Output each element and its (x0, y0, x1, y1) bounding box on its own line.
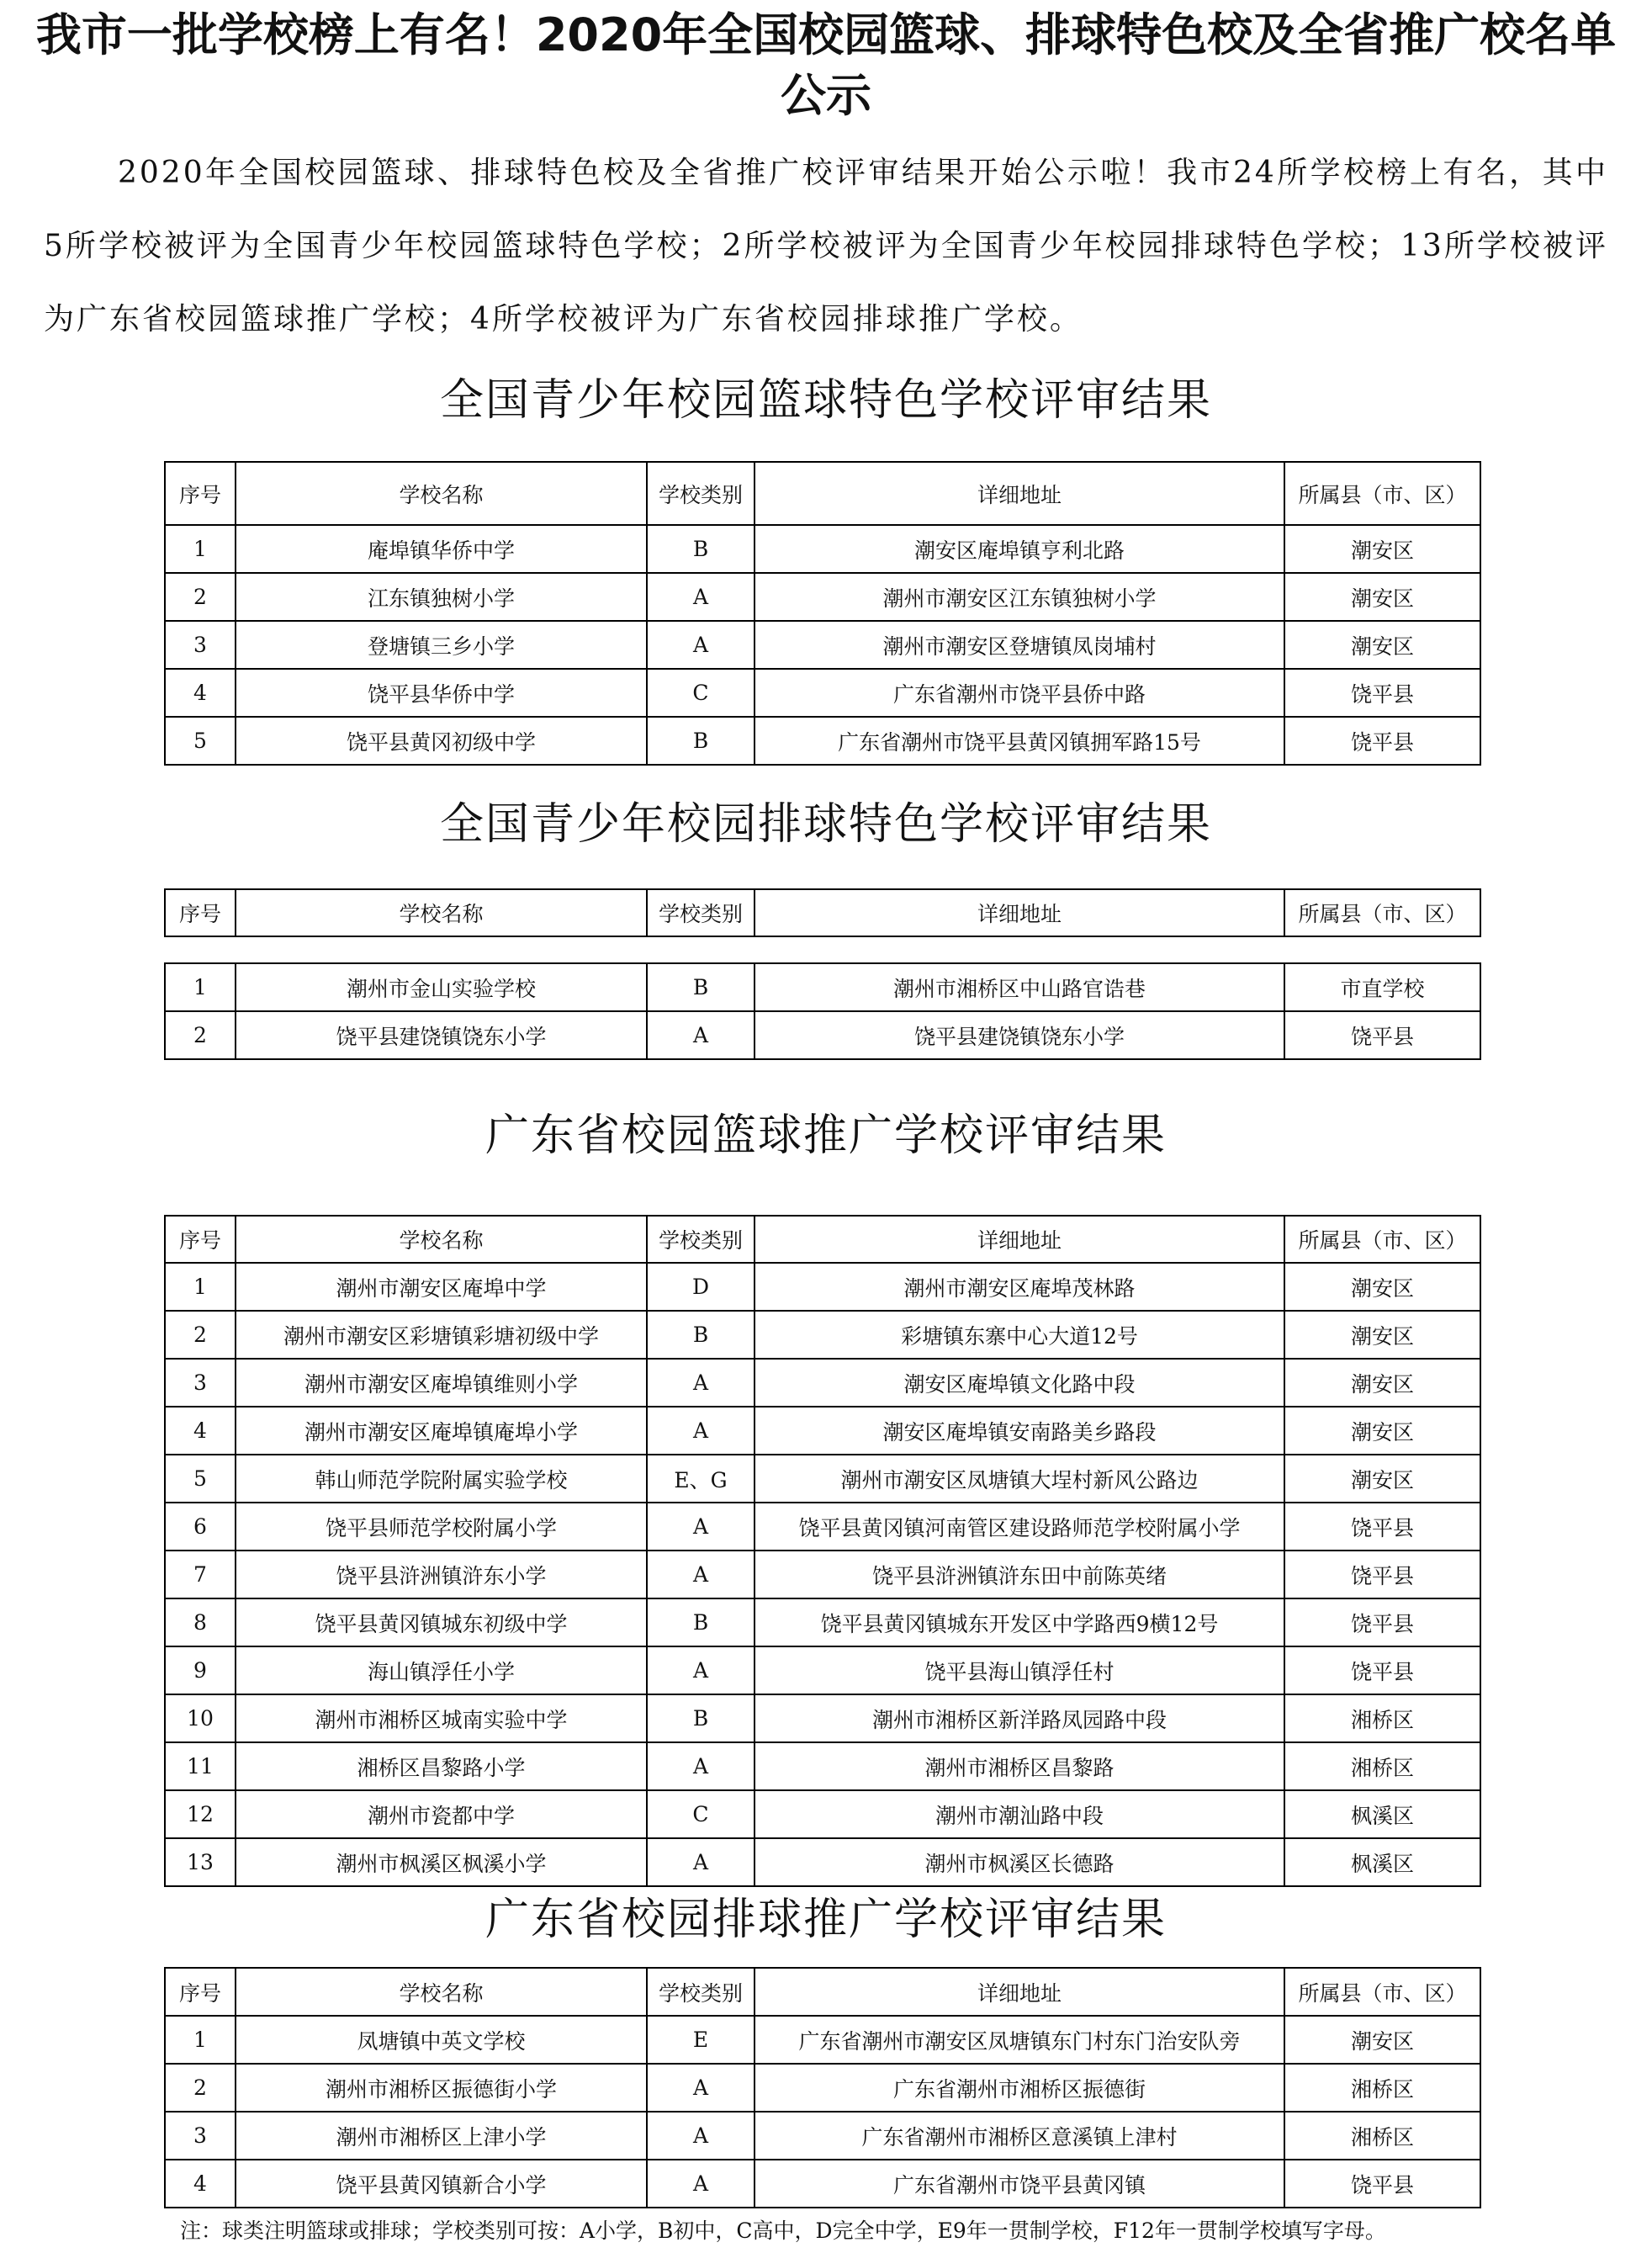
table-row (165, 963, 1480, 1011)
table-cell: 饶平县 (1284, 717, 1480, 765)
column-header: 详细地址 (755, 1216, 1284, 1263)
table-cell: 广东省潮州市湘桥区意溪镇上津村 (755, 2112, 1284, 2160)
table-header-row (165, 462, 1480, 525)
table-row (165, 1455, 1480, 1503)
table-cell: 潮州市湘桥区昌黎路 (755, 1742, 1284, 1790)
table-cell: 海山镇浮任小学 (236, 1646, 647, 1694)
table-cell: 饶平县浒洲镇浒东田中前陈英绪 (755, 1551, 1284, 1598)
column-header: 所属县（市、区） (1284, 1216, 1480, 1263)
table-cell: A (647, 1011, 755, 1059)
table-cell: 江东镇独树小学 (236, 573, 647, 621)
column-header: 学校类别 (647, 462, 755, 525)
table-cell: 广东省潮州市湘桥区振德街 (755, 2064, 1284, 2112)
table-cell: 饶平县 (1284, 1551, 1480, 1598)
column-header: 序号 (165, 462, 236, 525)
table-cell: 饶平县 (1284, 2160, 1480, 2208)
table-cell: 5 (165, 717, 236, 765)
table-row (165, 717, 1480, 765)
table-cell: 潮安区 (1284, 1407, 1480, 1455)
table-cell: 1 (165, 1263, 236, 1311)
intro-paragraph: 2020年全国校园篮球、排球特色校及全省推广校评审结果开始公示啦！我市24所学校榜上有名，其中5所学校被评为全国青少年校园篮球特色学校；2所学校被评为全国青少年校园排球特色学校；13所学校被评为广东省校园篮球推广学校；4所学校被评为广东省校园排球推广学校。 (44, 156, 1608, 337)
table-cell: B (647, 717, 755, 765)
column-header: 所属县（市、区） (1284, 889, 1480, 936)
table-cell: 潮州市瓷都中学 (236, 1790, 647, 1838)
table-row (165, 2016, 1480, 2064)
table-cell: B (647, 1598, 755, 1646)
table-cell: 潮安区 (1284, 525, 1480, 573)
table-national-volleyball (164, 962, 1481, 1060)
section-title-national-volleyball: 全国青少年校园排球特色学校评审结果 (439, 799, 1212, 850)
table-cell: 广东省潮州市饶平县黄冈镇拥军路15号 (755, 717, 1284, 765)
column-header: 所属县（市、区） (1284, 462, 1480, 525)
table-cell: 凤塘镇中英文学校 (236, 2016, 647, 2064)
table-cell: 8 (165, 1598, 236, 1646)
table-cell: 潮州市潮安区庵埠茂林路 (755, 1263, 1284, 1311)
table-cell: 潮安区 (1284, 1359, 1480, 1407)
section-title-national-basketball: 全国青少年校园篮球特色学校评审结果 (439, 375, 1212, 426)
table-cell: 饶平县 (1284, 1503, 1480, 1551)
table-cell: 湘桥区 (1284, 1694, 1480, 1742)
table-cell: 饶平县师范学校附属小学 (236, 1503, 647, 1551)
table-cell: 潮安区 (1284, 621, 1480, 669)
table-national-basketball (164, 461, 1481, 766)
table-row (165, 1694, 1480, 1742)
table-cell: 4 (165, 669, 236, 717)
table-cell: 3 (165, 1359, 236, 1407)
table-row (165, 1598, 1480, 1646)
table-cell: 2 (165, 2064, 236, 2112)
table-cell: 2 (165, 573, 236, 621)
page-title: 我市一批学校榜上有名！2020年全国校园篮球、排球特色校及全省推广校名单公示 (35, 8, 1617, 122)
table-header-row (165, 1968, 1480, 2016)
table-cell: 广东省潮州市潮安区凤塘镇东门村东门治安队旁 (755, 2016, 1284, 2064)
table-row (165, 669, 1480, 717)
table-cell: 湘桥区 (1284, 2064, 1480, 2112)
table-cell: 潮州市潮安区庵埠中学 (236, 1263, 647, 1311)
table-cell: 潮州市湘桥区上津小学 (236, 2112, 647, 2160)
table-cell: 饶平县 (1284, 1598, 1480, 1646)
table-cell: 枫溪区 (1284, 1838, 1480, 1886)
table-cell: 潮安区 (1284, 1455, 1480, 1503)
table-cell: E (647, 2016, 755, 2064)
table-cell: 12 (165, 1790, 236, 1838)
column-header: 学校类别 (647, 889, 755, 936)
table-row (165, 1838, 1480, 1886)
table-cell: A (647, 1503, 755, 1551)
table-cell: 潮安区庵埠镇文化路中段 (755, 1359, 1284, 1407)
table-cell: 1 (165, 2016, 236, 2064)
table-row (165, 621, 1480, 669)
column-header: 学校类别 (647, 1216, 755, 1263)
column-header: 序号 (165, 1216, 236, 1263)
table-row (165, 1551, 1480, 1598)
section-title-province-basketball: 广东省校园篮球推广学校评审结果 (484, 1111, 1167, 1161)
table-cell: 潮州市湘桥区新洋路凤园路中段 (755, 1694, 1284, 1742)
table-cell: 潮州市潮安区江东镇独树小学 (755, 573, 1284, 621)
table-cell: 庵埠镇华侨中学 (236, 525, 647, 573)
table-row (165, 2112, 1480, 2160)
table-row (165, 1011, 1480, 1059)
table-row (165, 2160, 1480, 2208)
column-header: 序号 (165, 1968, 236, 2016)
table-cell: 潮州市金山实验学校 (236, 963, 647, 1011)
table-cell: 枫溪区 (1284, 1790, 1480, 1838)
table-cell: A (647, 1551, 755, 1598)
table-cell: C (647, 669, 755, 717)
table-header-row (165, 1216, 1480, 1263)
table-cell: 潮州市枫溪区枫溪小学 (236, 1838, 647, 1886)
column-header: 序号 (165, 889, 236, 936)
table-cell: 11 (165, 1742, 236, 1790)
table-cell: 潮州市枫溪区长德路 (755, 1838, 1284, 1886)
table-cell: 饶平县 (1284, 1011, 1480, 1059)
table-cell: 韩山师范学院附属实验学校 (236, 1455, 647, 1503)
table-cell: 湘桥区 (1284, 2112, 1480, 2160)
table-cell: 市直学校 (1284, 963, 1480, 1011)
table-cell: 饶平县 (1284, 669, 1480, 717)
table-cell: 10 (165, 1694, 236, 1742)
table-row (165, 1503, 1480, 1551)
table-cell: 4 (165, 2160, 236, 2208)
column-header: 学校名称 (236, 1968, 647, 2016)
table-province-basketball (164, 1215, 1481, 1887)
footnote: 注：球类注明篮球或排球；学校类别可按：A小学，B初中，C高中，D完全中学，E9年一贯制学校，F12年一贯制学校填写字母。 (180, 2219, 1386, 2243)
table-cell: B (647, 963, 755, 1011)
table-cell: A (647, 621, 755, 669)
table-cell: A (647, 1838, 755, 1886)
table-cell: 广东省潮州市饶平县侨中路 (755, 669, 1284, 717)
table-row (165, 1311, 1480, 1359)
table-cell: 潮安区 (1284, 1311, 1480, 1359)
table-cell: 潮州市潮安区凤塘镇大埕村新风公路边 (755, 1455, 1284, 1503)
column-header: 学校名称 (236, 889, 647, 936)
table-cell: 彩塘镇东寨中心大道12号 (755, 1311, 1284, 1359)
table-cell: 登塘镇三乡小学 (236, 621, 647, 669)
table-cell: E、G (647, 1455, 755, 1503)
table-cell: A (647, 1646, 755, 1694)
table-cell: 饶平县 (1284, 1646, 1480, 1694)
table-row (165, 1646, 1480, 1694)
table-cell: 潮州市湘桥区振德街小学 (236, 2064, 647, 2112)
table-cell: A (647, 1407, 755, 1455)
table-cell: 1 (165, 525, 236, 573)
table-cell: 潮州市潮安区庵埠镇庵埠小学 (236, 1407, 647, 1455)
table-cell: 2 (165, 1311, 236, 1359)
column-header: 详细地址 (755, 1968, 1284, 2016)
table-cell: A (647, 2112, 755, 2160)
table-cell: 潮州市潮安区登塘镇凤岗埔村 (755, 621, 1284, 669)
table-province-volleyball (164, 1967, 1481, 2208)
table-cell: A (647, 1359, 755, 1407)
table-cell: A (647, 2160, 755, 2208)
column-header: 学校名称 (236, 1216, 647, 1263)
table-cell: 潮安区 (1284, 573, 1480, 621)
table-cell: B (647, 1694, 755, 1742)
table-cell: 饶平县海山镇浮任村 (755, 1646, 1284, 1694)
table-header-row (165, 889, 1480, 936)
table-cell: 潮安区 (1284, 2016, 1480, 2064)
table-row (165, 1407, 1480, 1455)
table-cell: 饶平县建饶镇饶东小学 (236, 1011, 647, 1059)
table-cell: 7 (165, 1551, 236, 1598)
column-header: 所属县（市、区） (1284, 1968, 1480, 2016)
table-cell: 潮安区庵埠镇安南路美乡路段 (755, 1407, 1284, 1455)
table-cell: D (647, 1263, 755, 1311)
table-cell: 湘桥区 (1284, 1742, 1480, 1790)
column-header: 学校名称 (236, 462, 647, 525)
table-cell: 饶平县黄冈镇城东开发区中学路西9横12号 (755, 1598, 1284, 1646)
column-header: 详细地址 (755, 889, 1284, 936)
table-cell: 饶平县黄冈镇城东初级中学 (236, 1598, 647, 1646)
table-cell: A (647, 1742, 755, 1790)
column-header: 详细地址 (755, 462, 1284, 525)
table-cell: 潮州市潮汕路中段 (755, 1790, 1284, 1838)
table-cell: 2 (165, 1011, 236, 1059)
table-cell: 3 (165, 2112, 236, 2160)
table-cell: 6 (165, 1503, 236, 1551)
table-row (165, 1790, 1480, 1838)
table-cell: A (647, 573, 755, 621)
table-cell: 湘桥区昌黎路小学 (236, 1742, 647, 1790)
table-row (165, 1263, 1480, 1311)
table-cell: 潮州市潮安区庵埠镇维则小学 (236, 1359, 647, 1407)
table-row (165, 2064, 1480, 2112)
section-title-province-volleyball: 广东省校园排球推广学校评审结果 (484, 1895, 1167, 1945)
table-national-volleyball-header (164, 888, 1481, 937)
table-cell: 饶平县建饶镇饶东小学 (755, 1011, 1284, 1059)
table-cell: B (647, 525, 755, 573)
table-cell: A (647, 2064, 755, 2112)
table-cell: 潮安区庵埠镇亨利北路 (755, 525, 1284, 573)
table-cell: 5 (165, 1455, 236, 1503)
table-cell: 广东省潮州市饶平县黄冈镇 (755, 2160, 1284, 2208)
table-cell: 13 (165, 1838, 236, 1886)
table-cell: 潮安区 (1284, 1263, 1480, 1311)
table-cell: 9 (165, 1646, 236, 1694)
table-cell: C (647, 1790, 755, 1838)
table-cell: 饶平县黄冈镇新合小学 (236, 2160, 647, 2208)
table-row (165, 525, 1480, 573)
table-cell: 3 (165, 621, 236, 669)
table-cell: B (647, 1311, 755, 1359)
table-cell: 饶平县华侨中学 (236, 669, 647, 717)
table-row (165, 573, 1480, 621)
column-header: 学校类别 (647, 1968, 755, 2016)
table-cell: 饶平县黄冈镇河南管区建设路师范学校附属小学 (755, 1503, 1284, 1551)
table-row (165, 1742, 1480, 1790)
table-cell: 潮州市潮安区彩塘镇彩塘初级中学 (236, 1311, 647, 1359)
table-cell: 饶平县黄冈初级中学 (236, 717, 647, 765)
table-cell: 1 (165, 963, 236, 1011)
table-row (165, 1359, 1480, 1407)
table-cell: 潮州市湘桥区城南实验中学 (236, 1694, 647, 1742)
table-cell: 饶平县浒洲镇浒东小学 (236, 1551, 647, 1598)
table-cell: 潮州市湘桥区中山路官诰巷 (755, 963, 1284, 1011)
table-cell: 4 (165, 1407, 236, 1455)
